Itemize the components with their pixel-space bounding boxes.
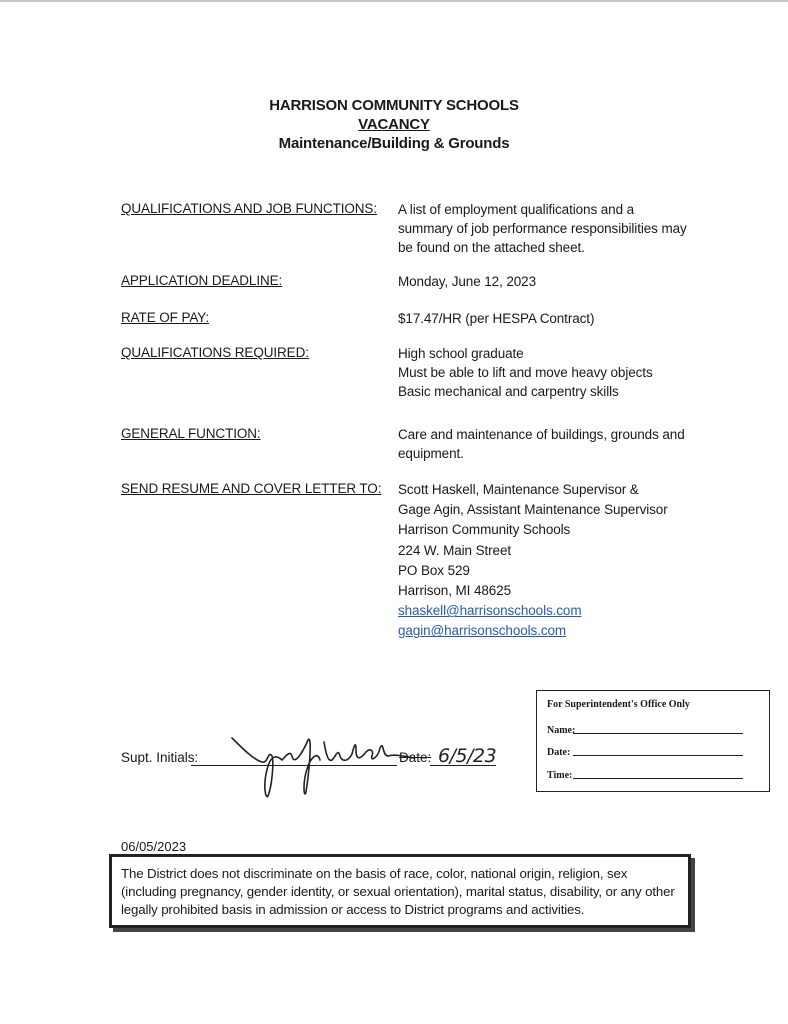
office-time-field[interactable] [573, 778, 743, 779]
deadline-value: Monday, June 12, 2023 [398, 274, 537, 289]
qualification-item: Basic mechanical and carpentry skills [398, 384, 619, 399]
qualifications-functions-line: summary of job performance responsibilities may [398, 221, 687, 236]
qualifications-required-label: QUALIFICATIONS REQUIRED: [121, 345, 309, 360]
office-name-field[interactable] [573, 733, 743, 734]
office-name-label: Name: [547, 725, 576, 736]
nondiscrimination-notice [109, 854, 691, 928]
contact-line: Scott Haskell, Maintenance Supervisor & [398, 482, 639, 497]
date-label: Date: [399, 750, 432, 765]
qualifications-required-value [398, 344, 698, 401]
supt-initials-label: Supt. Initials: [121, 750, 199, 765]
email-link-shaskell[interactable]: shaskell@harrisonschools.com [398, 603, 582, 619]
office-time-label: Time: [547, 770, 573, 781]
handwritten-signature [228, 726, 418, 798]
general-function-line: equipment. [398, 446, 464, 461]
office-box-title: For Superintendent's Office Only [547, 699, 690, 710]
qualifications-functions-label: QUALIFICATIONS AND JOB FUNCTIONS: [121, 201, 377, 216]
contact-line: Harrison, MI 48625 [398, 583, 512, 599]
document-date: 06/05/2023 [121, 839, 187, 854]
qualifications-functions-line: A list of employment qualifications and a [398, 202, 635, 217]
send-to-value [398, 480, 698, 642]
contact-line: 224 W. Main Street [398, 542, 512, 558]
office-name-row [547, 725, 737, 736]
general-function-value [398, 425, 698, 463]
general-function-label: GENERAL FUNCTION: [121, 426, 261, 441]
handwritten-date-text: 6/5/23 [438, 745, 497, 767]
office-time-row [547, 770, 737, 781]
page-top-edge [0, 0, 788, 2]
position-title: Maintenance/Building & Grounds [278, 135, 510, 152]
office-date-row [547, 747, 737, 758]
contact-line: Harrison Community Schools [398, 522, 571, 538]
contact-line: PO Box 529 [398, 562, 470, 578]
vacancy-title: VACANCY [358, 116, 430, 133]
org-name: HARRISON COMMUNITY SCHOOLS [269, 97, 519, 114]
qualification-item: High school graduate [398, 346, 524, 361]
document-header [0, 96, 788, 153]
superintendent-office-box [536, 690, 770, 792]
pay-value: $17.47/HR (per HESPA Contract) [398, 311, 595, 326]
qualifications-functions-line: be found on the attached sheet. [398, 240, 585, 255]
contact-line: Gage Agin, Assistant Maintenance Supervisor [398, 502, 668, 518]
handwritten-date [436, 740, 500, 768]
office-date-label: Date: [547, 747, 571, 758]
email-link-gagin[interactable]: gagin@harrisonschools.com [398, 623, 567, 639]
send-to-label: SEND RESUME AND COVER LETTER TO: [121, 481, 382, 496]
general-function-line: Care and maintenance of buildings, grounds and [398, 427, 685, 442]
qualification-item: Must be able to lift and move heavy objects [398, 365, 653, 380]
qualifications-functions-value [398, 200, 698, 257]
notice-text: The District does not discriminate on the basis of race, color, national origin, religion, sex (including pregnancy, gender identity, or sexual orientation), marital status, disability, or any other legally prohibited basis in admission or access to District programs and activities. [121, 866, 675, 917]
pay-label: RATE OF PAY: [121, 310, 210, 325]
office-date-field[interactable] [573, 755, 743, 756]
deadline-label: APPLICATION DEADLINE: [121, 273, 283, 288]
